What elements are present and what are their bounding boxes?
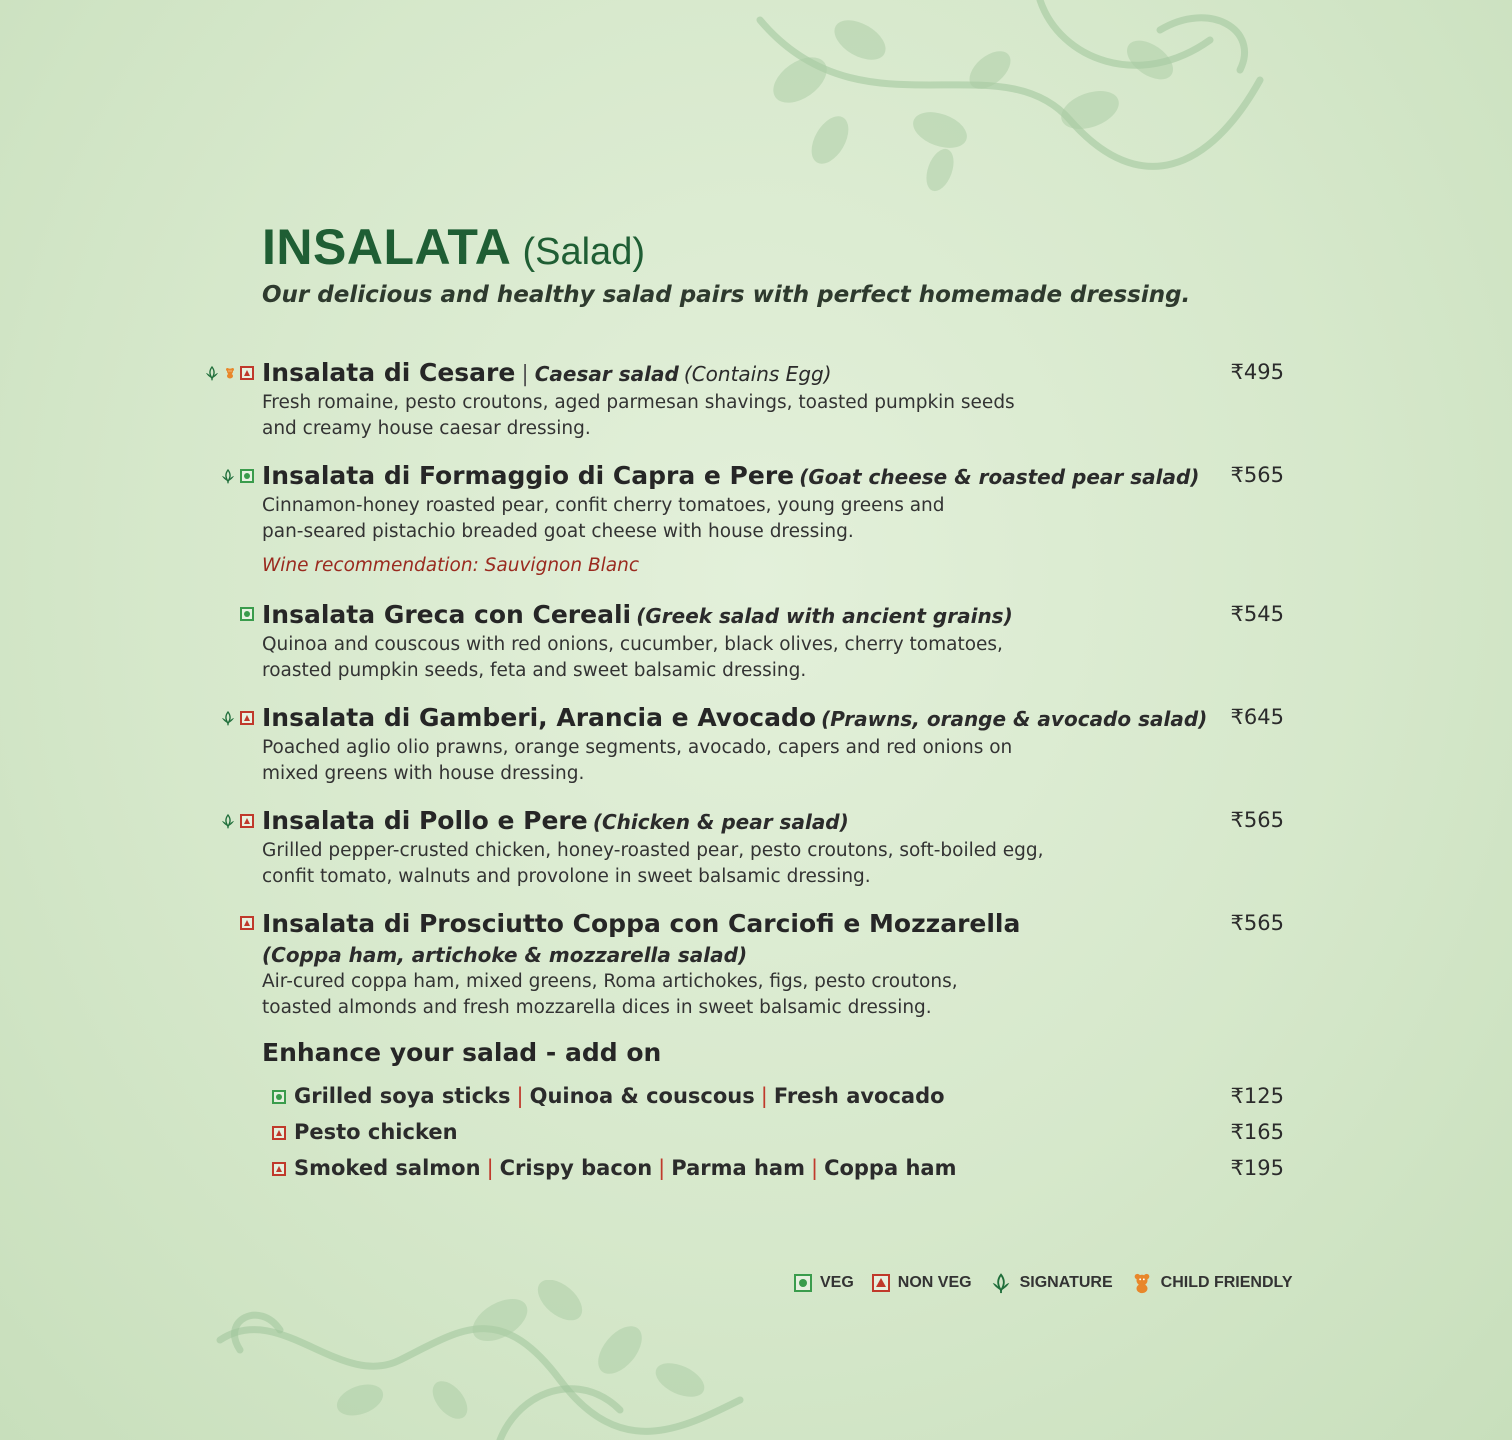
bottom-vine-decoration (200, 1280, 760, 1440)
top-vine-decoration (740, 0, 1280, 200)
item-english-name: (Prawns, orange & avocado salad) (821, 707, 1208, 731)
item-description-line: Air-cured coppa ham, mixed greens, Roma artichokes, figs, pesto croutons, (262, 971, 958, 992)
section-tagline: Our delicious and healthy salad pairs with perfect homemade dressing. (262, 282, 1191, 308)
signature-icon (990, 1272, 1012, 1294)
item-description-line: Poached aglio olio prawns, orange segments, avocado, capers and red onions on (262, 737, 1013, 758)
addon-row (272, 1120, 1284, 1150)
non-veg-icon (240, 366, 254, 380)
legend-label: NON VEG (897, 1274, 972, 1291)
addon-option: Coppa ham (824, 1156, 957, 1180)
non-veg-icon (272, 1162, 286, 1176)
addon-row (272, 1156, 1284, 1186)
item-english-name: Caesar salad (534, 362, 679, 386)
non-veg-icon (240, 916, 254, 930)
item-price: ₹565 (1230, 911, 1284, 935)
non-veg-icon (240, 711, 254, 725)
menu-item-gamberi (262, 703, 1284, 787)
veg-icon (272, 1090, 286, 1104)
item-price: ₹495 (1230, 360, 1284, 384)
item-description-line: Fresh romaine, pesto croutons, aged parmesan shavings, toasted pumpkin seeds (262, 392, 1015, 413)
veg-icon (240, 607, 254, 621)
addon-row (272, 1084, 1284, 1114)
addon-option: Parma ham (671, 1156, 805, 1180)
divider: | (760, 1084, 768, 1108)
menu-item-greca (262, 600, 1284, 684)
signature-icon (220, 813, 236, 829)
name-separator: | (521, 362, 529, 387)
item-price: ₹565 (1230, 463, 1284, 487)
addon-price: ₹165 (1230, 1120, 1284, 1144)
non-veg-icon (872, 1274, 890, 1292)
legend-label: VEG (820, 1274, 854, 1291)
item-english-name: (Chicken & pear salad) (592, 810, 849, 834)
item-description-line: Quinoa and couscous with red onions, cucumber, black olives, cherry tomatoes, (262, 634, 1003, 655)
item-description-line: and creamy house caesar dressing. (262, 418, 591, 439)
item-description-line: toasted almonds and fresh mozzarella dices in sweet balsamic dressing. (262, 997, 932, 1018)
item-english-name: (Coppa ham, artichoke & mozzarella salad) (262, 943, 748, 967)
divider: | (516, 1084, 524, 1108)
legend-veg (794, 1274, 854, 1292)
menu-item-prosciutto (262, 909, 1284, 1021)
legend-non-veg (872, 1274, 972, 1292)
item-english-name: (Greek salad with ancient grains) (636, 604, 1013, 628)
item-price: ₹645 (1230, 705, 1284, 729)
menu-item-formaggio-capra (262, 461, 1284, 576)
addon-option: Quinoa & couscous (529, 1084, 755, 1108)
addon-option: Crispy bacon (499, 1156, 653, 1180)
child-friendly-icon (224, 366, 236, 380)
menu-item-cesare (262, 358, 1284, 442)
dietary-legend (794, 1272, 1301, 1294)
item-english-name: (Goat cheese & roasted pear salad) (799, 465, 1200, 489)
addon-option: Pesto chicken (294, 1120, 458, 1144)
child-friendly-icon (1131, 1272, 1153, 1294)
item-name: Insalata di Gamberi, Arancia e Avocado (262, 703, 817, 732)
addon-section-title: Enhance your salad - add on (262, 1038, 662, 1067)
divider: | (810, 1156, 819, 1180)
addon-option: Grilled soya sticks (294, 1084, 511, 1108)
legend-label: CHILD FRIENDLY (1160, 1274, 1293, 1291)
legend-child-friendly (1131, 1272, 1293, 1294)
section-title: INSALATA (262, 219, 512, 275)
item-description-line: Grilled pepper-crusted chicken, honey-roasted pear, pesto croutons, soft-boiled egg, (262, 840, 1044, 861)
veg-icon (240, 469, 254, 483)
non-veg-icon (272, 1126, 286, 1140)
item-name: Insalata di Formaggio di Capra e Pere (262, 461, 795, 490)
item-description-line: Cinnamon-honey roasted pear, confit cherry tomatoes, young greens and (262, 495, 945, 516)
addon-price: ₹195 (1230, 1156, 1284, 1180)
item-name: Insalata di Pollo e Pere (262, 806, 588, 835)
signature-icon (204, 365, 220, 381)
veg-icon (794, 1274, 812, 1292)
divider: | (486, 1156, 494, 1180)
addon-price: ₹125 (1230, 1084, 1284, 1108)
item-description-line: confit tomato, walnuts and provolone in sweet balsamic dressing. (262, 866, 871, 887)
item-name: Insalata Greca con Cereali (262, 600, 632, 629)
signature-icon (220, 468, 236, 484)
item-note: (Contains Egg) (683, 362, 832, 386)
signature-icon (220, 710, 236, 726)
wine-recommendation: Wine recommendation: Sauvignon Blanc (262, 555, 640, 576)
item-price: ₹545 (1230, 602, 1284, 626)
item-price: ₹565 (1230, 808, 1284, 832)
item-description-line: mixed greens with house dressing. (262, 763, 585, 784)
non-veg-icon (240, 814, 254, 828)
page-title (262, 218, 645, 276)
item-description-line: pan-seared pistachio breaded goat cheese with house dressing. (262, 521, 854, 542)
menu-item-pollo (262, 806, 1284, 890)
addon-option: Fresh avocado (773, 1084, 945, 1108)
item-name: Insalata di Prosciutto Coppa con Carciofi e Mozzarella (262, 909, 1021, 938)
legend-signature (990, 1272, 1113, 1294)
section-title-suffix: (Salad) (522, 231, 645, 273)
item-description-line: roasted pumpkin seeds, feta and sweet balsamic dressing. (262, 660, 807, 681)
legend-label: SIGNATURE (1019, 1274, 1113, 1291)
divider: | (658, 1156, 666, 1180)
item-name: Insalata di Cesare (262, 358, 516, 387)
addon-option: Smoked salmon (294, 1156, 481, 1180)
